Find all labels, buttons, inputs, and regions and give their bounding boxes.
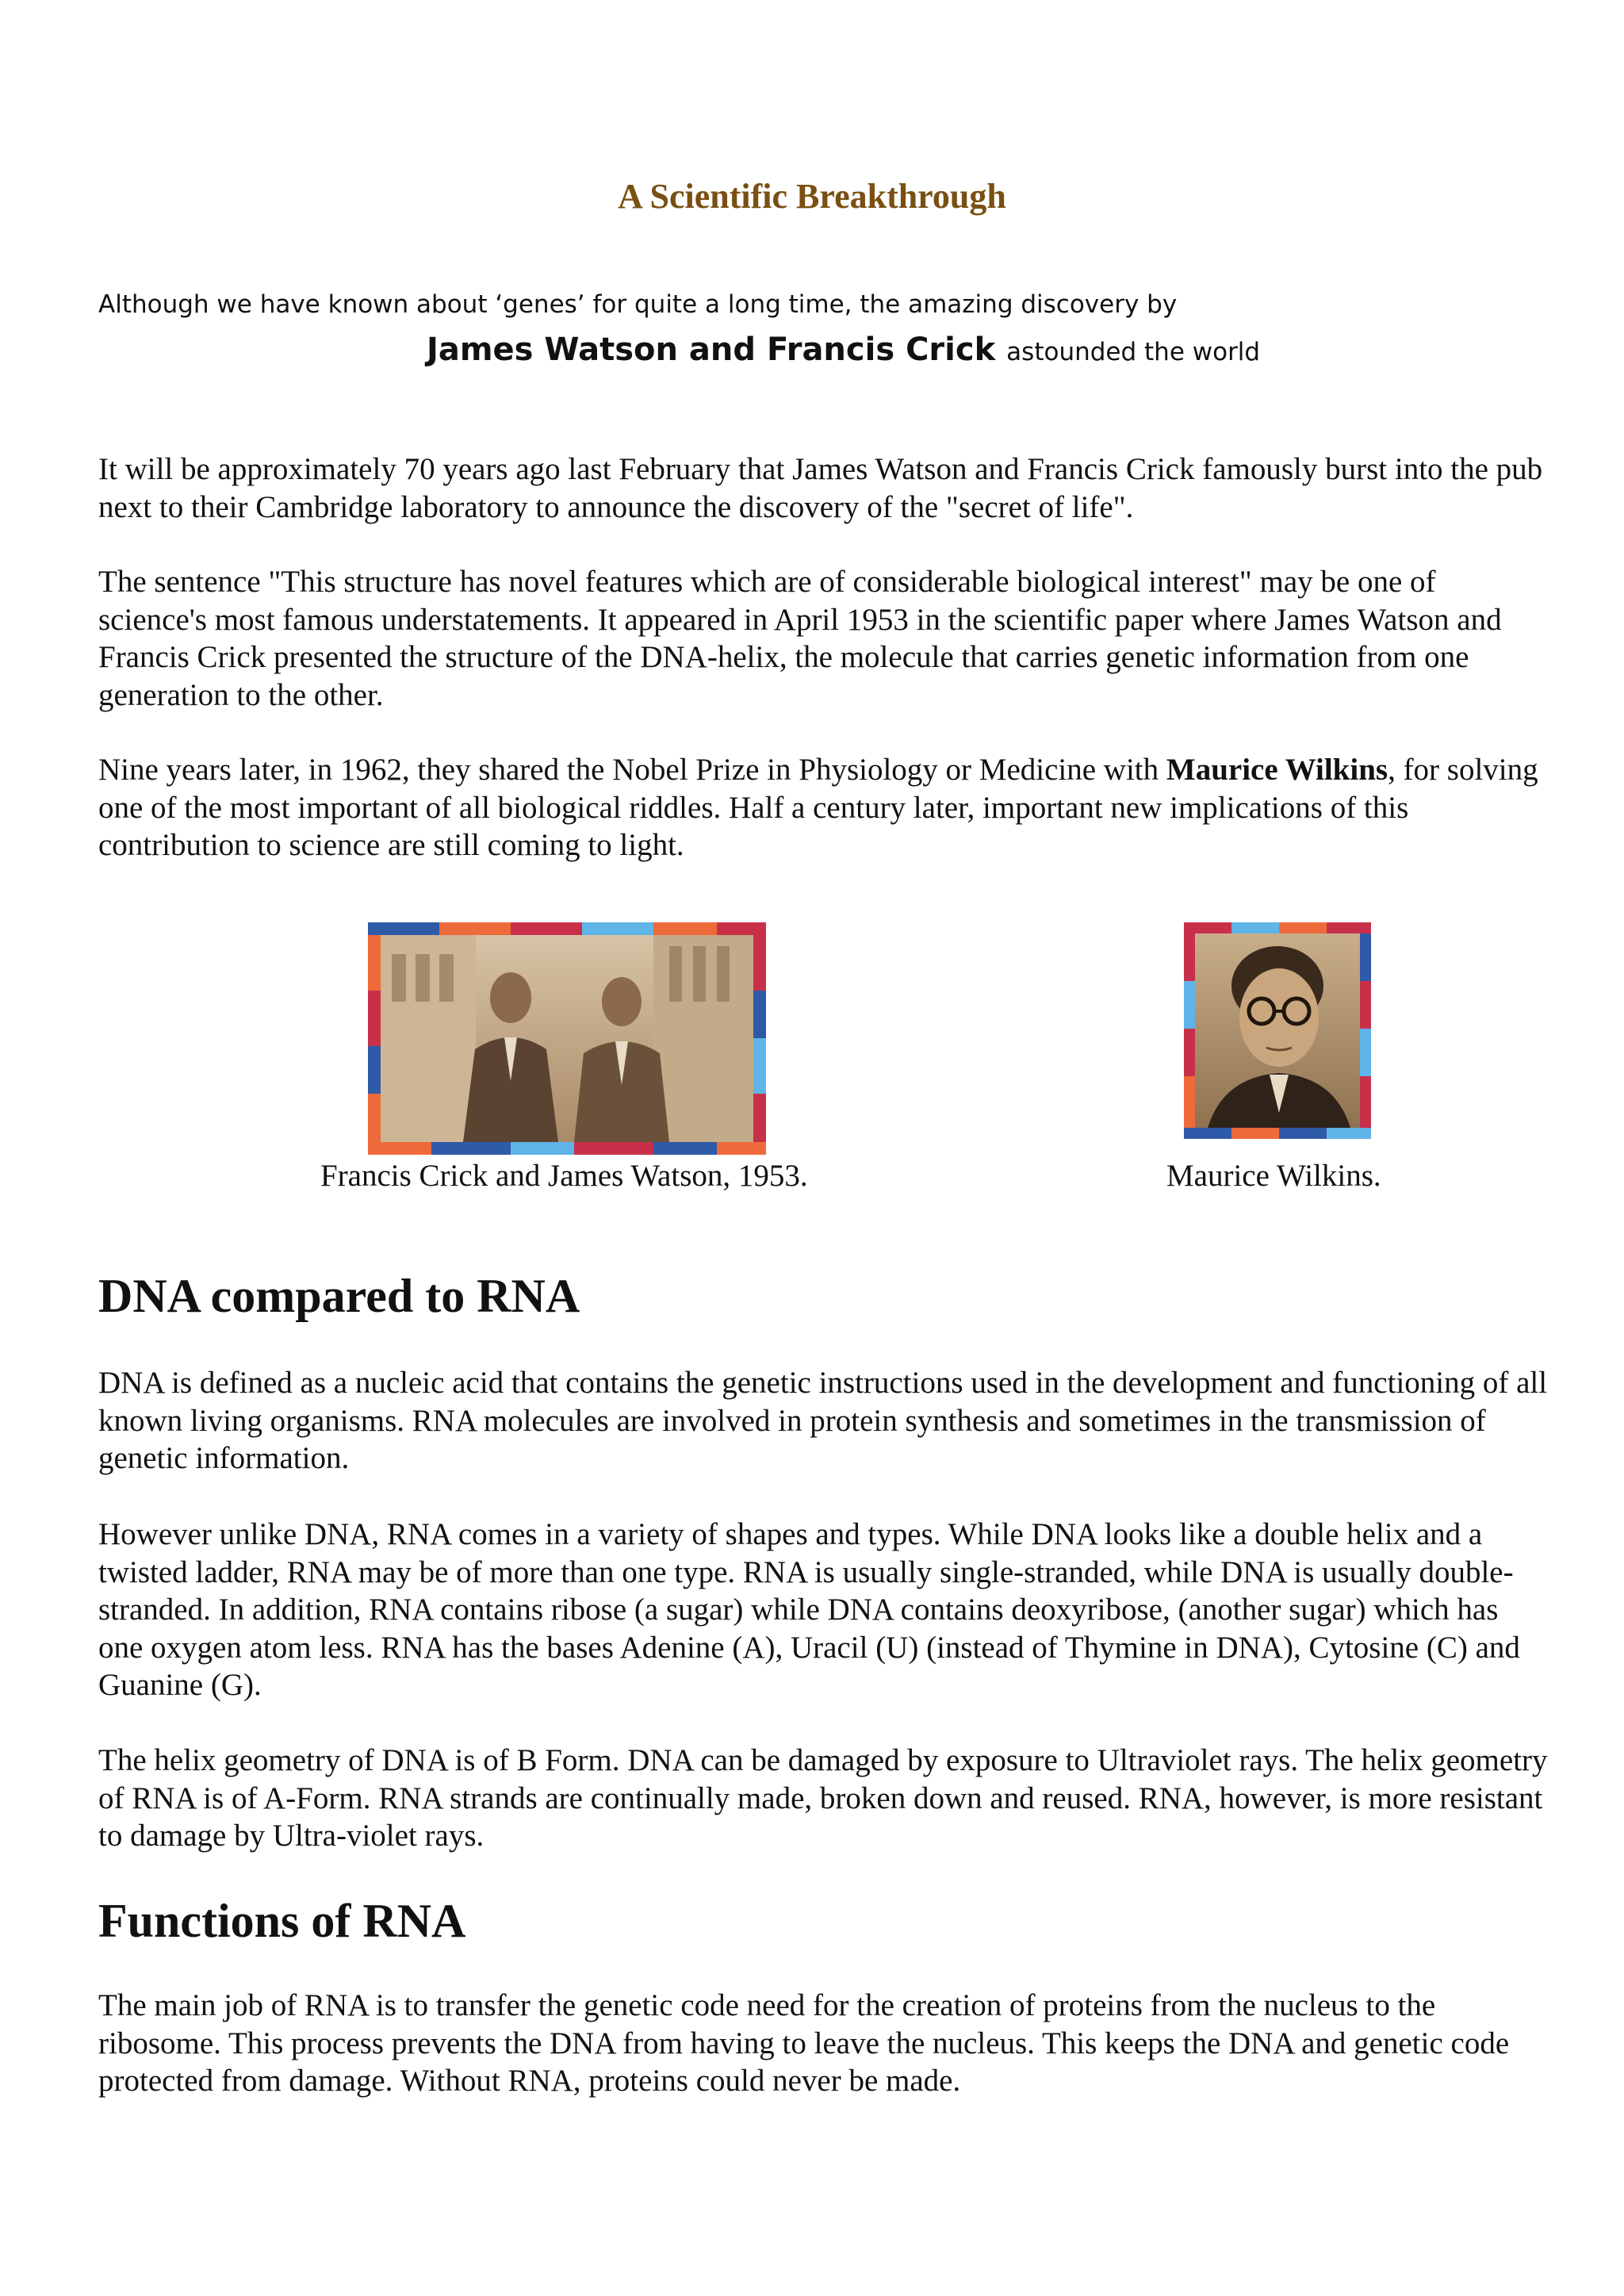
intro-line-1: Although we have known about ‘genes’ for quite a long time, the amazing discovery by	[98, 290, 1178, 319]
maurice-wilkins-photo	[1184, 922, 1371, 1139]
maurice-wilkins-name: Maurice Wilkins	[1166, 753, 1388, 787]
paragraph-2: The sentence "This structure has novel features which are of considerable biological interest" may be one of science's most famous understatements. It appeared in April 1953 in the scientific paper where James Watson and Francis Crick presented the structure of the DNA-helix, the molecule that carries genetic information from one generation to the other.	[98, 565, 1502, 712]
functions-paragraph-1: The main job of RNA is to transfer the genetic code need for the creation of proteins from the nucleus to the ribosome. This process prevents the DNA from having to leave the nucleus. This keeps the DNA and genetic code protected from damage. Without RNA, proteins could never be made.	[98, 1988, 1510, 2098]
heading-functions-of-rna: Functions of RNA	[98, 1895, 466, 1947]
crick-watson-photo-image	[368, 922, 766, 1155]
page-title: A Scientific Breakthrough	[618, 177, 1006, 216]
dna-rna-paragraph-3: The helix geometry of DNA is of B Form. DNA can be damaged by exposure to Ultraviolet rays. The helix geometry of RNA is of A-Form. RNA strands are continually made, broken down and reused. RNA, however, is more resistant to damage by Ultra-violet rays.	[98, 1743, 1548, 1853]
crick-watson-caption: Francis Crick and James Watson, 1953.	[320, 1159, 808, 1193]
paragraph-3-end: , for solving one of the most important of all biological riddles. Half a century later, important new implications of this contribution to science are still coming to light.	[98, 753, 1538, 862]
maurice-wilkins-photo-image	[1184, 922, 1371, 1139]
heading-dna-compared-to-rna: DNA compared to RNA	[98, 1270, 580, 1322]
intro-line-2	[427, 332, 1260, 368]
intro-names: James Watson and Francis Crick	[427, 332, 996, 368]
paragraph-3	[98, 751, 1549, 864]
dna-rna-paragraph-2: However unlike DNA, RNA comes in a variety of shapes and types. While DNA looks like a double helix and a twisted ladder, RNA may be of more than one type. RNA is usually single-stranded, while DNA is usually double-stranded. In addition, RNA contains ribose (a sugar) while DNA contains deoxyribose, (another sugar) which has one oxygen atom less. RNA has the bases Adenine (A), Uracil (U) (instead of Thymine in DNA), Cytosine (C) and Guanine (G).	[98, 1517, 1520, 1702]
maurice-wilkins-caption: Maurice Wilkins.	[1166, 1159, 1381, 1193]
paragraph-1: It will be approximately 70 years ago last February that James Watson and Francis Crick famously burst into the pub next to their Cambridge laboratory to announce the discovery of the "secret of life".	[98, 452, 1543, 524]
crick-watson-photo	[368, 922, 766, 1155]
paragraph-3-start: Nine years later, in 1962, they shared the Nobel Prize in Physiology or Medicine with	[98, 753, 1166, 787]
intro-line-2-rest: astounded the world	[1006, 338, 1261, 366]
dna-rna-paragraph-1: DNA is defined as a nucleic acid that contains the genetic instructions used in the development and functioning of all known living organisms. RNA molecules are involved in protein synthesis and sometimes in the transmission of genetic information.	[98, 1366, 1548, 1475]
